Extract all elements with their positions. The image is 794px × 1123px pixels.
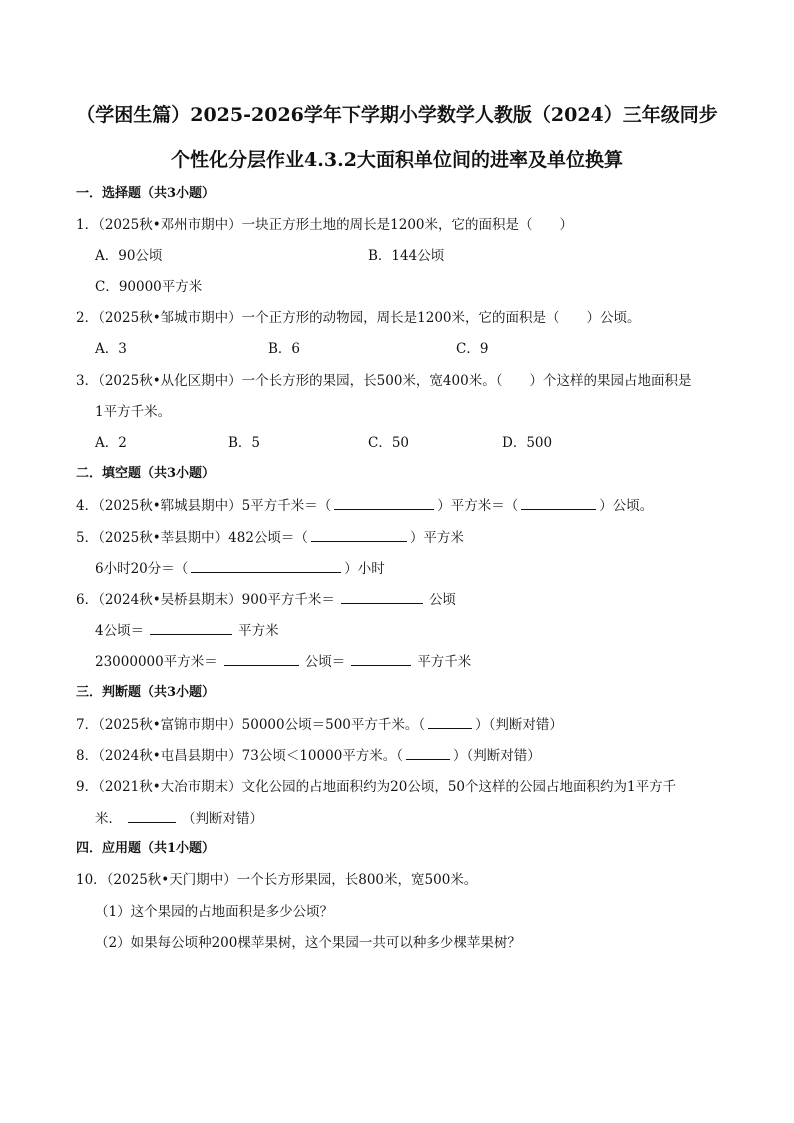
q10-sub-1: （1）这个果园的占地面积是多少公顷？ — [95, 904, 334, 920]
q1-stem: 1．（2025秋•邓州市期中）一块正方形土地的周长是1200米，它的面积是（ ） — [76, 217, 574, 233]
q7-text-1: 7．（2025秋•富锦市期中）50000公顷＝500平方千米。（ — [76, 717, 426, 733]
q7-blank[interactable] — [428, 715, 472, 729]
q4-blank-2[interactable] — [521, 496, 596, 510]
q5-text-1: 5．（2025秋•莘县期中）482公顷＝（ — [76, 530, 308, 546]
q3-option-b: B．5 — [228, 435, 261, 451]
q6-text-6: 公顷＝ — [304, 654, 346, 670]
q9-line-2 — [95, 809, 263, 828]
q2-stem: 2．（2025秋•邹城市期中）一个正方形的动物园，周长是1200米，它的面积是（ ）公顷。 — [76, 310, 641, 326]
q10-stem: 10．（2025秋•天门期中）一个长方形果园，长800米，宽500米。 — [76, 872, 478, 888]
q8-text-2: ）（判断对错） — [453, 748, 541, 764]
section-judge: 三．判断题（共3小题） — [76, 685, 216, 700]
q3-stem: 3．（2025秋•从化区期中）一个长方形的果园，长500米，宽400米。（ ）个这样的果园占地面积是 — [76, 373, 692, 389]
q5-text-4: ）小时 — [344, 561, 385, 577]
q2-option-b: B．6 — [268, 341, 301, 357]
q9-blank[interactable] — [128, 809, 176, 823]
q3-option-a: A．2 — [95, 435, 127, 451]
section-fill: 二．填空题（共3小题） — [76, 466, 216, 481]
q4-text-2: ）平方米＝（ — [437, 498, 519, 514]
q5-blank-2[interactable] — [191, 559, 341, 573]
q2-option-c: C．9 — [456, 341, 489, 357]
section-choice: 一．选择题（共3小题） — [76, 186, 216, 201]
q6-line-3 — [95, 652, 471, 671]
q6-text-7: 平方千米 — [417, 654, 472, 670]
q5-line-1 — [76, 528, 464, 547]
q6-blank-3[interactable] — [224, 652, 299, 666]
q6-text-1: 6．（2024秋•吴桥县期末）900平方千米＝ — [76, 592, 335, 608]
q5-text-3: 6小时20分＝（ — [95, 561, 189, 577]
q1-option-c: C．90000平方米 — [95, 279, 203, 295]
q6-text-2: 公顷 — [428, 592, 456, 608]
q4-blank-1[interactable] — [334, 496, 434, 510]
q10-sub-2: （2）如果每公顷种200棵苹果树，这个果园一共可以种多少棵苹果树？ — [95, 935, 521, 951]
q4-text-3: ）公顷。 — [599, 498, 654, 514]
q5-line-2 — [95, 559, 385, 578]
q5-text-2: ）平方米 — [409, 530, 464, 546]
q6-blank-4[interactable] — [351, 652, 411, 666]
q4-text-1: 4．（2025秋•郓城县期中）5平方千米＝（ — [76, 498, 332, 514]
q9-line-1: 9．（2021秋•大冶市期末）文化公园的占地面积约为20公顷，50个这样的公园占地面积约为1平方千 — [76, 779, 677, 795]
q6-text-5: 23000000平方米＝ — [95, 654, 218, 670]
q1-option-a: A．90公顷 — [95, 248, 163, 264]
q6-line-1 — [76, 590, 456, 609]
title-line-2: 个性化分层作业4.3.2大面积单位间的进率及单位换算 — [171, 149, 623, 171]
section-application: 四．应用题（共1小题） — [76, 841, 216, 856]
q8 — [76, 746, 541, 765]
q4 — [76, 496, 653, 515]
q7 — [76, 715, 563, 734]
q9-text-3: （判断对错） — [182, 811, 263, 827]
q6-text-4: 平方米 — [238, 623, 279, 639]
q3-option-c: C．50 — [368, 435, 410, 451]
title-line-1: （学困生篇）2025-2026学年下学期小学数学人教版（2024）三年级同步 — [76, 104, 718, 126]
q7-text-2: ）（判断对错） — [475, 717, 563, 733]
q9-text-2: 米． — [95, 811, 122, 827]
q3-stem-cont: 1平方千米。 — [95, 404, 172, 420]
q8-blank[interactable] — [406, 746, 450, 760]
q3-option-d: D．500 — [502, 435, 553, 451]
q6-blank-1[interactable] — [341, 590, 423, 604]
q6-text-3: 4公顷＝ — [95, 623, 145, 639]
q2-option-a: A．3 — [95, 341, 127, 357]
q8-text-1: 8．（2024秋•屯昌县期中）73公顷＜10000平方米。（ — [76, 748, 404, 764]
q6-line-2 — [95, 621, 279, 640]
q5-blank-1[interactable] — [311, 528, 407, 542]
q6-blank-2[interactable] — [150, 621, 232, 635]
q1-option-b: B．144公顷 — [368, 248, 445, 264]
